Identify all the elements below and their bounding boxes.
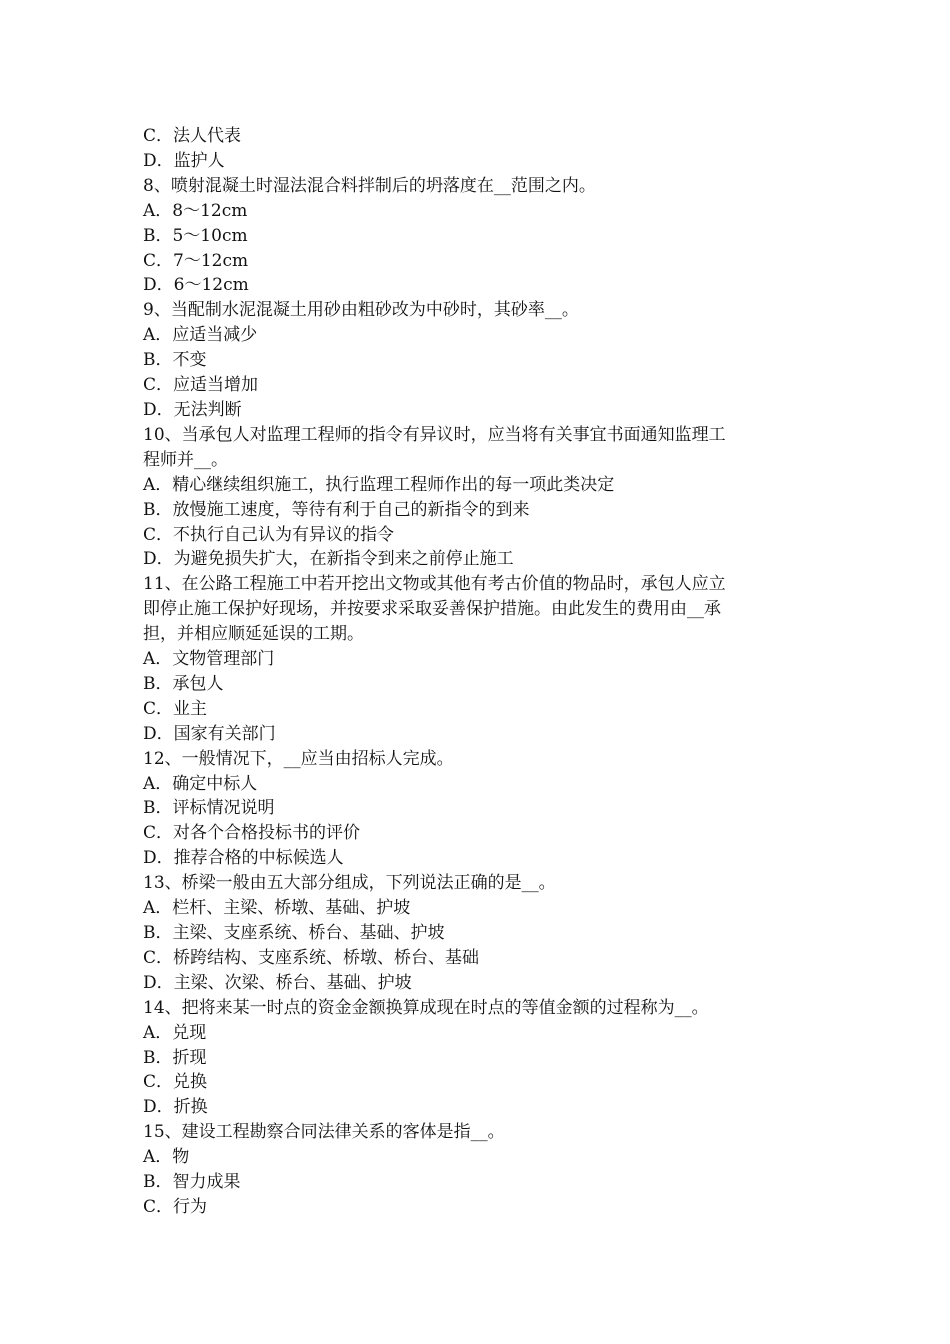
option-c: C．不执行自己认为有异议的指令 (143, 524, 395, 545)
option-b: B．放慢施工速度，等待有利于自己的新指令的到来 (143, 499, 530, 520)
option-d: D．6～12cm (143, 275, 249, 296)
option-c: C．7～12cm (143, 250, 249, 271)
question-10: 10、当承包人对监理工程师的指令有异议时，应当将有关事宜书面通知监理工 (143, 424, 726, 445)
option-b: B．主梁、支座系统、桥台、基础、护坡 (143, 923, 445, 943)
question-14: 14、把将来某一时点的资金金额换算成现在时点的等值金额的过程称为__。 (143, 997, 709, 1018)
text-line: C．法人代表 (143, 126, 242, 146)
question-11-cont: 担，并相应顺延延误的工期。 (143, 624, 364, 645)
question-13: 13、桥梁一般由五大部分组成，下列说法正确的是__。 (143, 873, 556, 894)
option-c: C．行为 (143, 1196, 208, 1217)
option-c: C．桥跨结构、支座系统、桥墩、桥台、基础 (143, 947, 480, 968)
option-b: B．5～10cm (143, 225, 248, 246)
option-a: A．栏杆、主梁、桥墩、基础、护坡 (143, 898, 411, 919)
document-page (143, 124, 815, 1220)
option-c: C．业主 (143, 698, 208, 719)
option-d: D．主梁、次梁、桥台、基础、护坡 (143, 972, 412, 993)
option-d: D．国家有关部门 (143, 723, 276, 744)
question-11: 11、在公路工程施工中若开挖出文物或其他有考古价值的物品时，承包人应立 (143, 574, 726, 595)
option-b: B．承包人 (143, 673, 224, 694)
option-a: A．物 (143, 1147, 190, 1168)
option-b: B．智力成果 (143, 1172, 241, 1193)
option-a: A．兑现 (143, 1022, 207, 1043)
question-10-cont: 程师并__。 (143, 449, 228, 470)
option-d: D．推荐合格的中标候选人 (143, 848, 344, 869)
option-c: C．对各个合格投标书的评价 (143, 823, 361, 844)
option-b: B．不变 (143, 350, 207, 371)
option-d: D．为避免损失扩大，在新指令到来之前停止施工 (143, 549, 514, 570)
text-line: D．监护人 (143, 150, 225, 171)
question-9: 9、当配制水泥混凝土用砂由粗砂改为中砂时，其砂率__。 (143, 300, 579, 321)
option-b: B．折现 (143, 1047, 207, 1068)
question-11-cont: 即停止施工保护好现场，并按要求采取妥善保护措施。由此发生的费用由__承 (143, 599, 721, 620)
question-12: 12、一般情况下，__应当由招标人完成。 (143, 748, 454, 769)
option-b: B．评标情况说明 (143, 798, 275, 819)
option-d: D．无法判断 (143, 399, 242, 420)
option-d: D．折换 (143, 1097, 208, 1118)
option-c: C．兑换 (143, 1072, 208, 1093)
question-8: 8、喷射混凝土时湿法混合料拌制后的坍落度在__范围之内。 (143, 175, 596, 196)
option-a: A．应适当减少 (143, 325, 258, 346)
option-a: A．8～12cm (143, 200, 248, 221)
option-a: A．确定中标人 (143, 773, 258, 794)
question-15: 15、建设工程勘察合同法律关系的客体是指__。 (143, 1122, 505, 1143)
option-a: A．文物管理部门 (143, 649, 275, 670)
option-c: C．应适当增加 (143, 375, 259, 396)
option-a: A．精心继续组织施工，执行监理工程师作出的每一项此类决定 (143, 474, 615, 495)
